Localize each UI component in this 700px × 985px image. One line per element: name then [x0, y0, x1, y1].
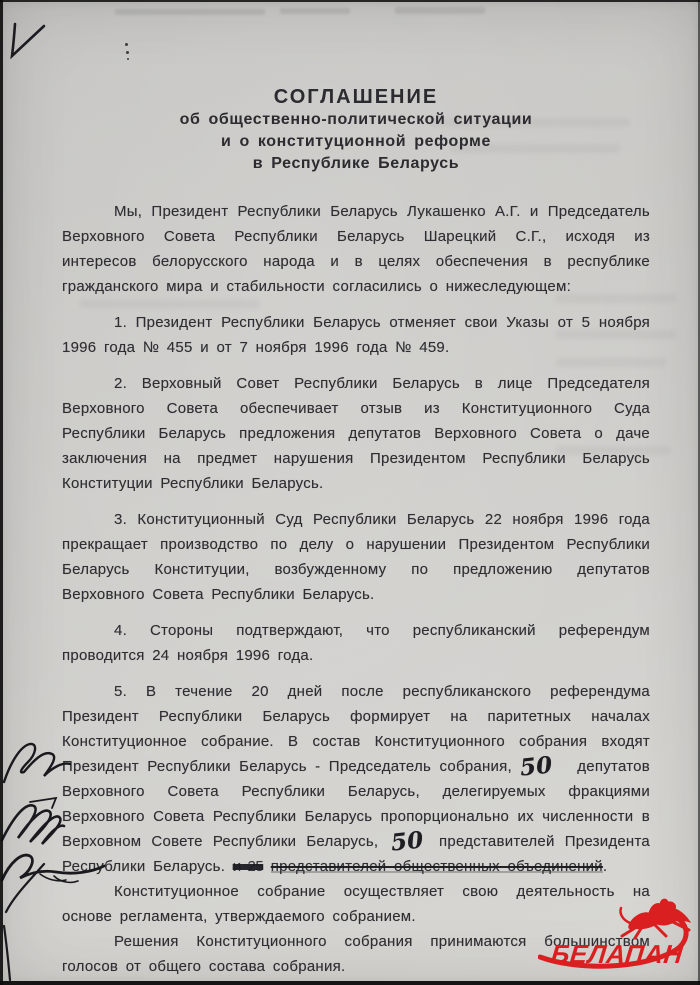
clause-5-text: депутатов Верховного Совета Республики Беларусь, делегируемых фракциями Верховного Совета Республики Беларусь пропорционально их численности в Верховном Совете Республики Беларусь,: [62, 758, 650, 850]
clause-2: 2. Верховный Совет Республики Беларусь в лице Председателя Верховного Совета обеспечивает отзыв из Конституционного Суда Республики Беларусь предложения депутатов Верховного Совета о даче заключения на предмет нарушения Президентом Республики Беларусь Конституции Республики Беларусь.: [62, 375, 650, 492]
subtitle-line: об общественно-политической ситуации: [179, 111, 533, 128]
belapan-logo-text: БЕЛАПАН: [549, 939, 685, 969]
clause-4: 4. Стороны подтверждают, что республиканский референдум проводится 24 ноября 1996 года.: [62, 622, 650, 664]
handwritten-50-annotation: 50: [519, 751, 555, 782]
struck-out-text: представителей общественных объединений: [270, 858, 603, 875]
subtitle-line: и о конституционной реформе: [221, 133, 491, 150]
closing-paragraph: Конституционное собрание осуществляет свою деятельность на основе регламента, утверждаемого собранием.: [62, 883, 650, 925]
horse-rider-icon: [620, 899, 690, 938]
clause-5: [62, 679, 650, 879]
scribbled-out-text: и 25: [232, 858, 264, 875]
scan-smudge: [115, 9, 265, 15]
scan-smudge: [395, 7, 485, 14]
scan-smudge: [280, 8, 350, 14]
clause-5-text: .: [602, 858, 608, 875]
subtitle-line: в Республике Беларусь: [252, 155, 460, 172]
document-body: [62, 86, 650, 979]
checkmark-annotation-icon: [4, 18, 50, 66]
clause-3: 3. Конституционный Суд Республики Беларусь 22 ноября 1996 года прекращает производство по делу о нарушении Президентом Республики Беларусь Конституции, возбужденному по предложению депутатов Верховного Совета Республики Беларусь.: [62, 511, 650, 603]
handwritten-50-annotation: 50: [390, 826, 426, 857]
clause-1: 1. Президент Республики Беларусь отменяет свои Указы от 5 ноября 1996 года № 455 и от 7 ноября 1996 года № 459.: [62, 314, 650, 356]
document-title: СОГЛАШЕНИЕ: [273, 86, 439, 108]
ink-speck: [127, 58, 129, 60]
preamble-paragraph: Мы, Президент Республики Беларусь Лукашенко А.Г. и Председатель Верховного Совета Республики Беларусь Шарецкий С.Г., исходя из интересов белорусского народа и в целях обеспечения в республике гражданского мира и стабильности согласились о нижеследующем:: [62, 203, 650, 295]
document-subtitle: [62, 109, 650, 175]
clause-5-text: представителей Президента Республики Беларусь.: [62, 833, 651, 875]
scan-edge-top: [0, 0, 700, 2]
ink-speck: [126, 51, 129, 54]
belapan-logo: [538, 893, 696, 979]
ink-speck: [125, 43, 128, 46]
clause-5-text: 5. В течение 20 дней после республиканского референдума Президент Республики Беларусь формирует на паритетных началах Конституционное собрание. В состав Конституционного собрания входят Президент Республики Беларусь - Председатель собрания,: [62, 683, 650, 775]
scan-edge-bottom: [0, 981, 700, 985]
scan-edge-left: [0, 0, 3, 985]
closing-paragraph: Решения Конституционного собрания принимаются большинством голосов от общего состава собрания.: [62, 933, 650, 975]
